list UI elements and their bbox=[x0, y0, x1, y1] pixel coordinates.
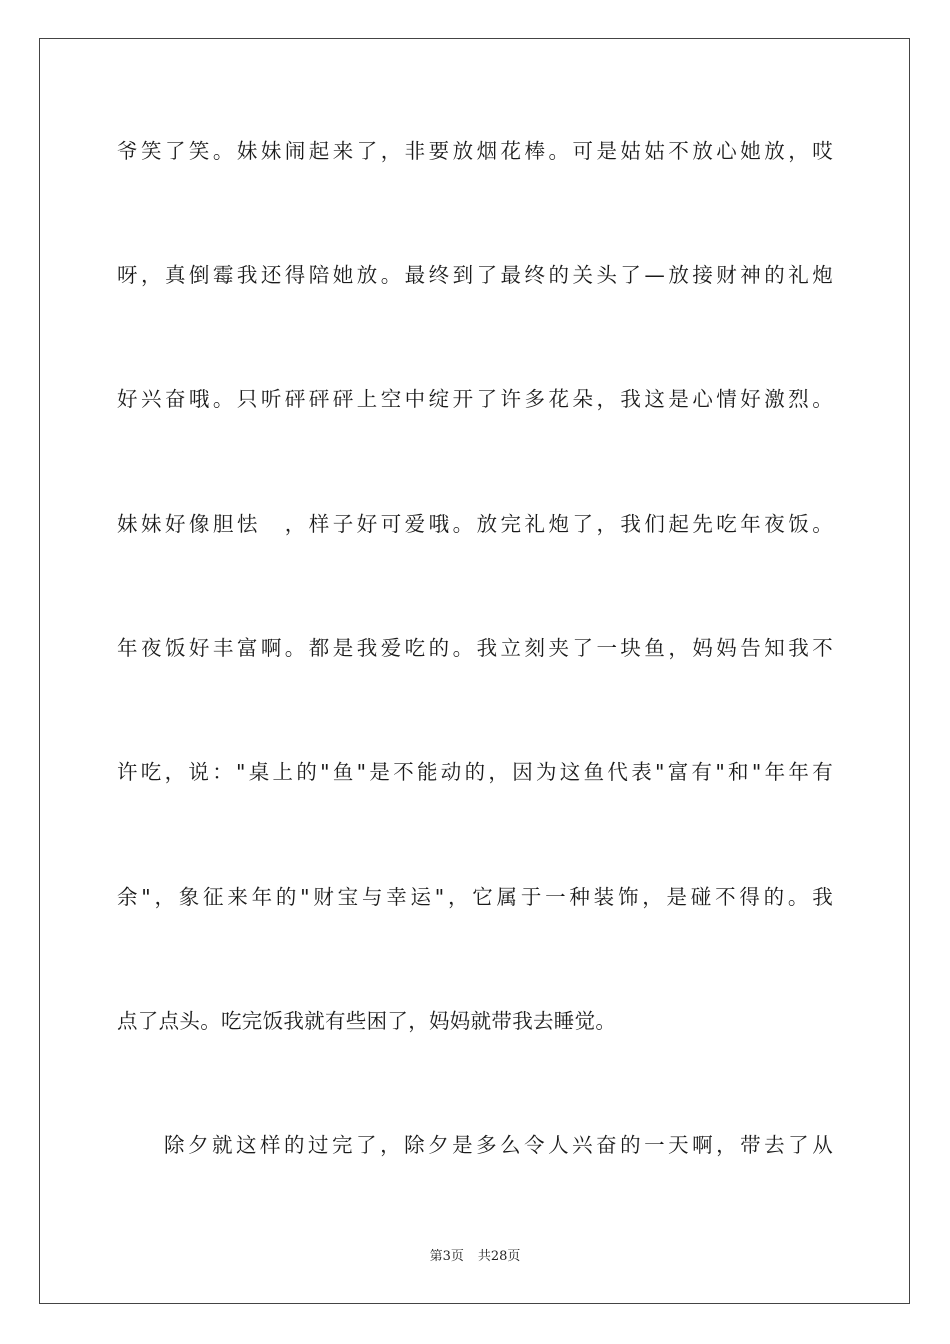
text-line-6: 许吃，说："桌上的"鱼"是不能动的，因为这鱼代表"富有"和"年年有 bbox=[117, 760, 833, 784]
page-total: 共28页 bbox=[477, 1249, 521, 1264]
text-line-2: 呀，真倒霉我还得陪她放。最终到了最终的关头了—放接财神的礼炮 bbox=[117, 263, 833, 287]
page-border bbox=[39, 38, 910, 1304]
text-line-5: 年夜饭好丰富啊。都是我爱吃的。我立刻夹了一块鱼，妈妈告知我不 bbox=[117, 636, 833, 660]
text-line-7: 余"，象征来年的"财宝与幸运"，它属于一种装饰，是碰不得的。我 bbox=[117, 885, 833, 909]
text-line-8: 点了点头。吃完饭我就有些困了，妈妈就带我去睡觉。 bbox=[117, 1009, 617, 1033]
page-footer bbox=[0, 1248, 950, 1266]
text-line-3: 好兴奋哦。只听砰砰砰上空中绽开了许多花朵，我这是心情好激烈。 bbox=[117, 387, 833, 411]
text-line-1: 爷笑了笑。妹妹闹起来了，非要放烟花棒。可是姑姑不放心她放，哎 bbox=[117, 139, 833, 163]
page-number: 第3页 bbox=[429, 1249, 464, 1264]
text-line-9: 除夕就这样的过完了，除夕是多么令人兴奋的一天啊，带去了从 bbox=[164, 1133, 833, 1157]
text-line-4: 妹妹好像胆怯 ，样子好可爱哦。放完礼炮了，我们起先吃年夜饭。 bbox=[117, 512, 833, 536]
